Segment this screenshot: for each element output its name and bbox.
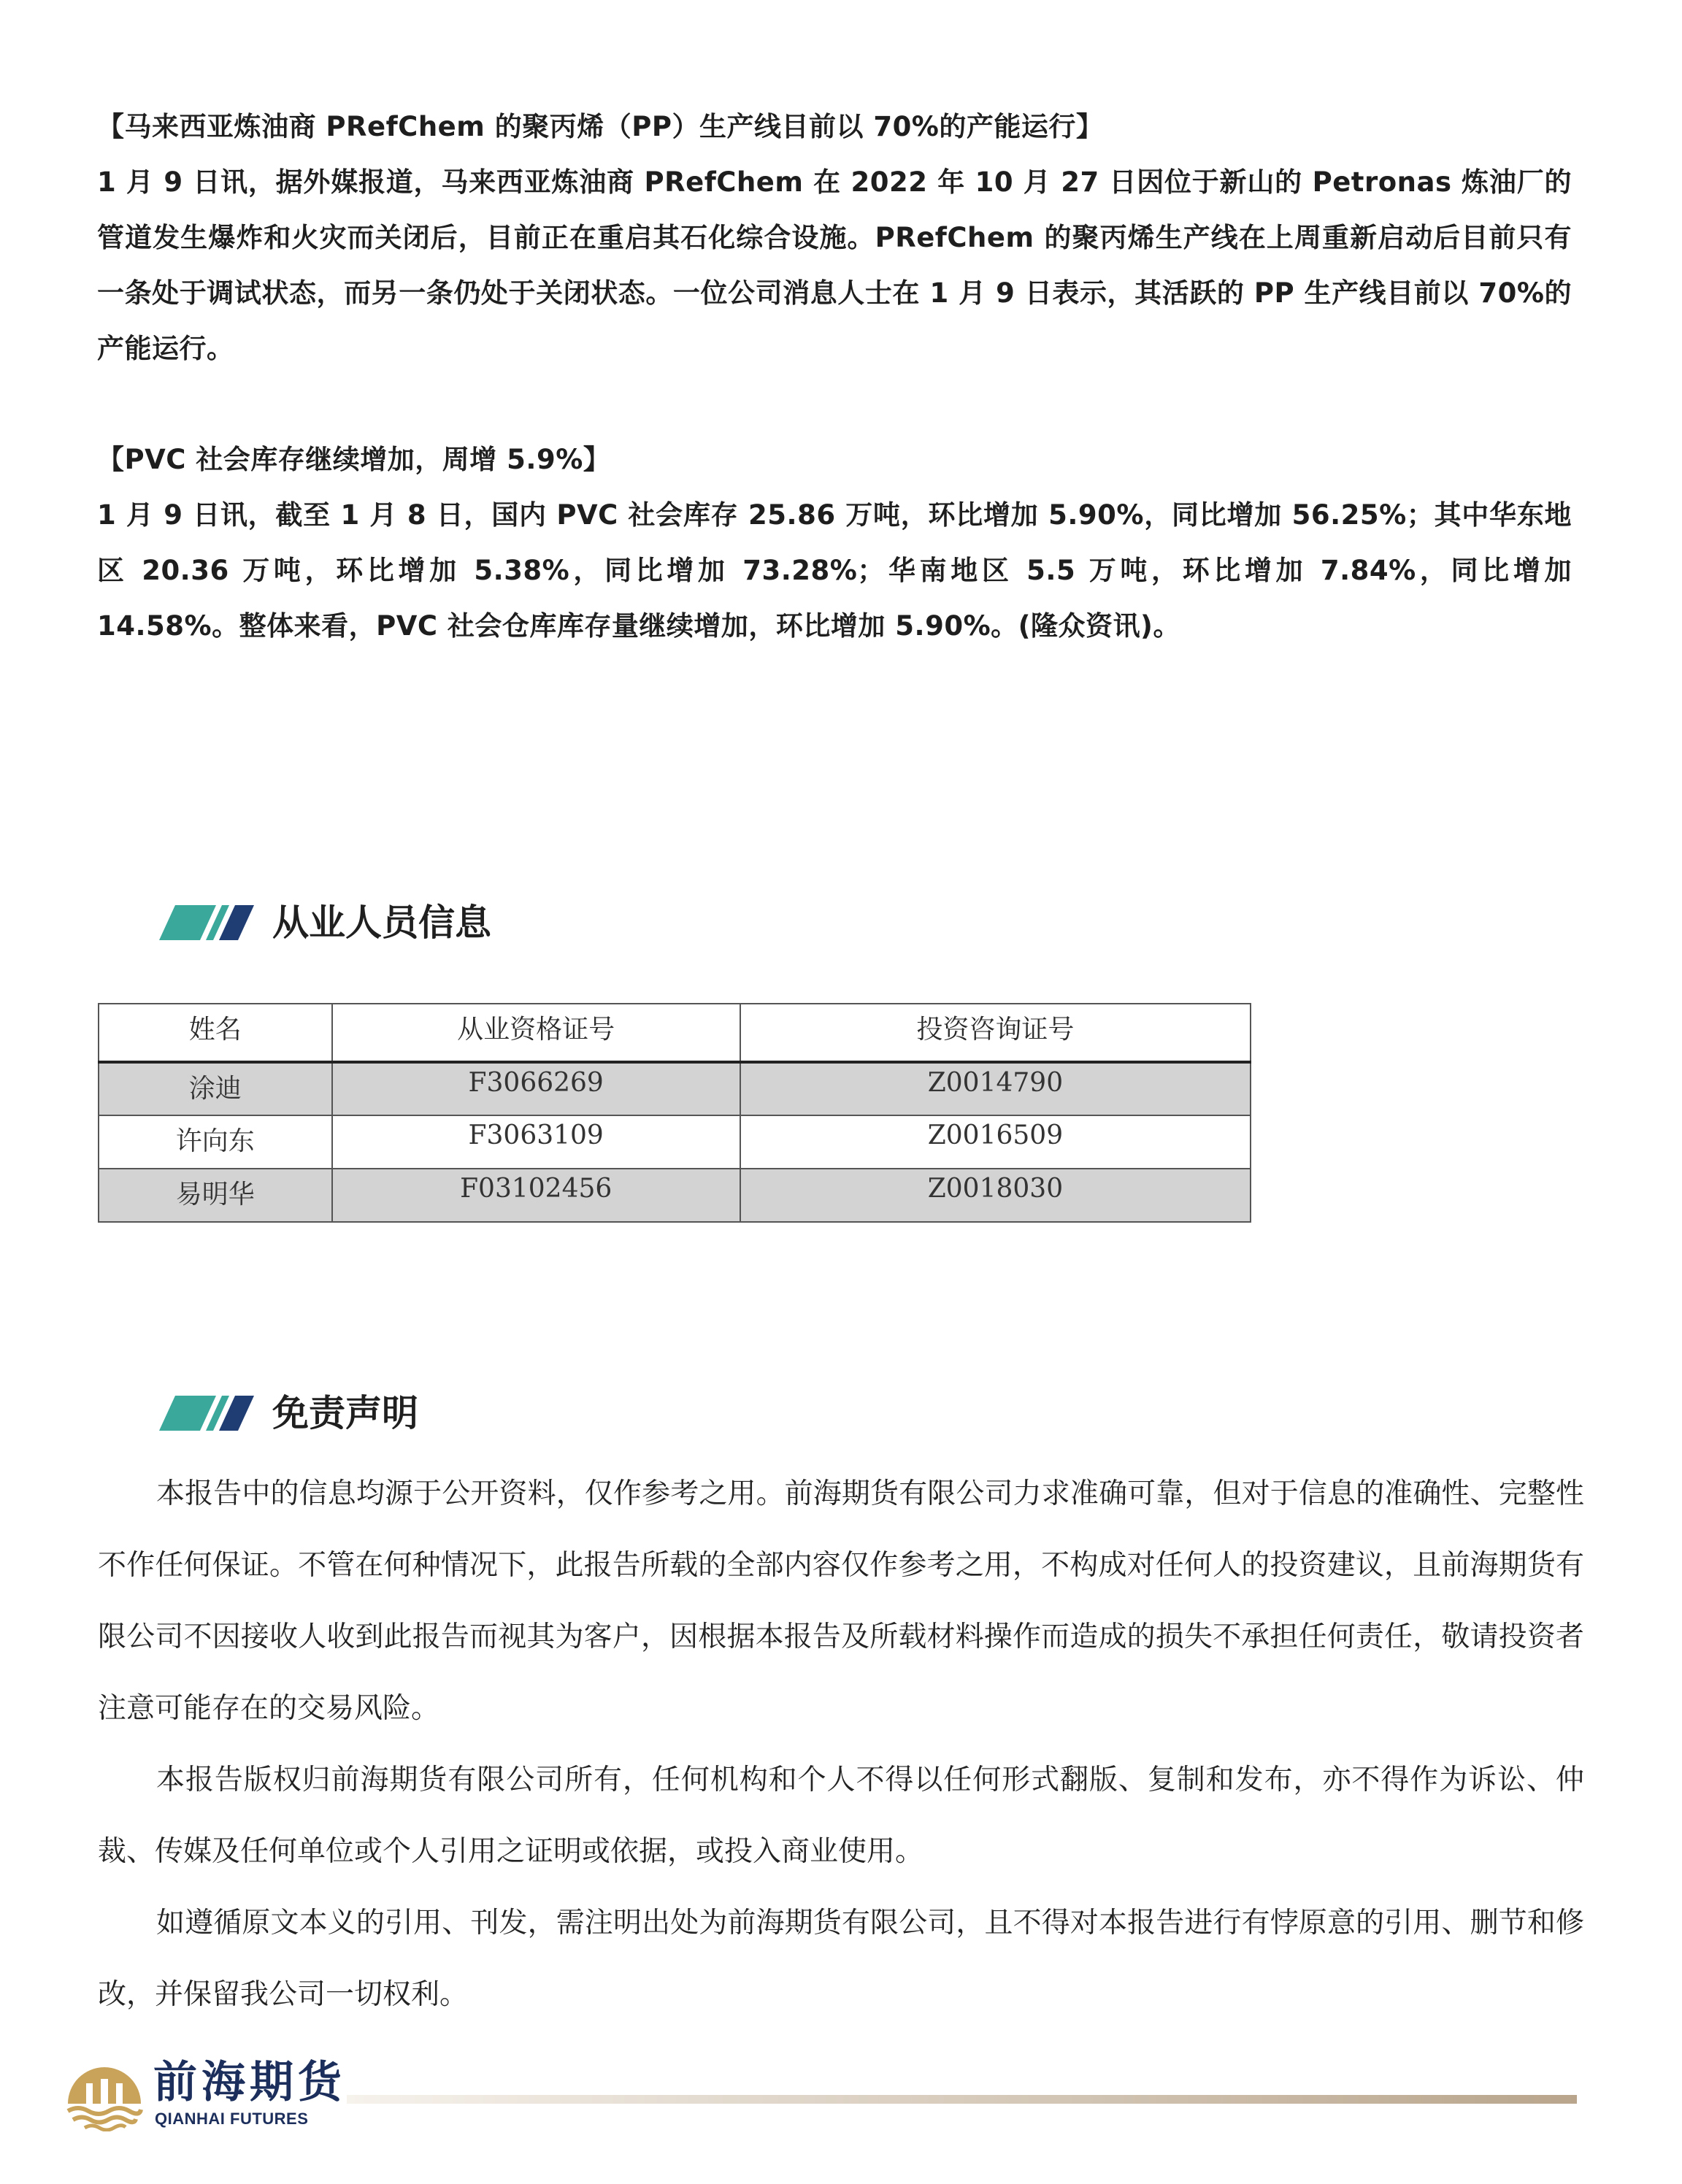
table-row [99,1062,1251,1115]
staff-table [98,1003,1251,1223]
qianhai-logo-icon [64,2058,145,2131]
news-headline: 【马来西亚炼油商 PRefChem 的聚丙烯（PP）生产线目前以 70%的产能运行】 [97,111,1104,142]
disclaimer-paragraph: 本报告版权归前海期货有限公司所有，任何机构和个人不得以任何形式翻版、复制和发布，亦不得作为诉讼、仲裁、传媒及任何单位或个人引用之证明或依据，或投入商业使用。 [98,1764,1584,1868]
section-title: 从业人员信息 [272,901,491,944]
brand-name-english: QIANHAI FUTURES [155,2110,309,2128]
qualification-number: F03102456 [332,1169,740,1222]
staff-name: 许向东 [99,1115,332,1169]
footer-divider [347,2095,1577,2104]
table-header-row [99,1004,1251,1062]
disclaimer-text [98,1458,1584,2031]
staff-name: 涂迪 [99,1062,332,1115]
table-row [99,1169,1251,1222]
news-headline: 【PVC 社会库存继续增加，周增 5.9%】 [97,444,611,475]
column-header-name: 姓名 [99,1004,332,1062]
qualification-number: F3066269 [332,1062,740,1115]
consulting-number: Z0018030 [740,1169,1251,1222]
news-item [97,99,1572,377]
qualification-number: F3063109 [332,1115,740,1169]
news-body: 1 月 9 日讯，据外媒报道，马来西亚炼油商 PRefChem 在 2022 年 10 月 27 日因位于新山的 Petronas 炼油厂的管道发生爆炸和火灾而关闭后，目前正在重启其石化综合设施。PRefChem 的聚丙烯生产线在上周重新启动后目前只有一条处于调试状态，而另一条仍处于关闭状态。一位公司消息人士在 1 月 9 日表示，其活跃的 PP 生产线目前以 70%的产能运行。 [97,166,1572,364]
consulting-number: Z0016509 [740,1115,1251,1169]
column-header-qualification: 从业资格证号 [332,1004,740,1062]
section-bars-icon [159,902,254,943]
news-item [97,432,1572,654]
brand-name-chinese: 前海期货 [153,2057,346,2108]
section-bars-icon [159,1393,254,1434]
news-body: 1 月 9 日讯，截至 1 月 8 日，国内 PVC 社会库存 25.86 万吨，环比增加 5.90%，同比增加 56.25%；其中华东地区 20.36 万吨，环比增加 5.38%，同比增加 73.28%；华南地区 5.5 万吨，环比增加 7.84%，同比增加 14.58%。整体来看，PVC 社会仓库库存量继续增加，环比增加 5.90%。(隆众资讯)。 [97,499,1572,642]
consulting-number: Z0014790 [740,1062,1251,1115]
disclaimer-paragraph: 本报告中的信息均源于公开资料，仅作参考之用。前海期货有限公司力求准确可靠，但对于信息的准确性、完整性不作任何保证。不管在何种情况下，此报告所载的全部内容仅作参考之用，不构成对任何人的投资建议，且前海期货有限公司不因接收人收到此报告而视其为客户，因根据本报告及所载材料操作而造成的损失不承担任何责任，敬请投资者注意可能存在的交易风险。 [98,1477,1584,1725]
table-row [99,1115,1251,1169]
section-title: 免责声明 [272,1392,418,1434]
disclaimer-paragraph: 如遵循原文本义的引用、刊发，需注明出处为前海期货有限公司，且不得对本报告进行有悖原意的引用、删节和修改，并保留我公司一切权利。 [98,1907,1584,2011]
column-header-consulting: 投资咨询证号 [740,1004,1251,1062]
staff-name: 易明华 [99,1169,332,1222]
